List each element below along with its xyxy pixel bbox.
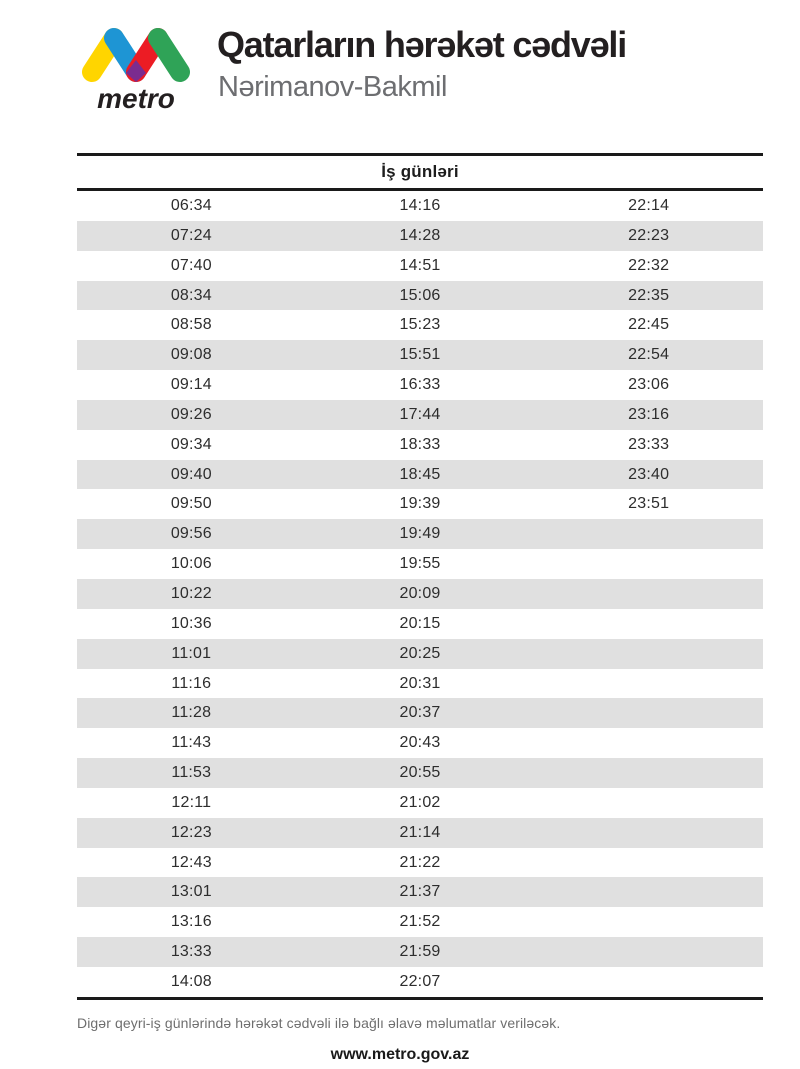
time-cell bbox=[534, 937, 763, 967]
table-row bbox=[77, 400, 763, 430]
table-row bbox=[77, 489, 763, 519]
time-cell: 20:43 bbox=[399, 734, 441, 752]
time-cell bbox=[534, 848, 763, 878]
time-cell: 23:40 bbox=[628, 465, 670, 483]
time-cell: 19:55 bbox=[399, 555, 441, 573]
time-cell: 20:37 bbox=[399, 704, 441, 722]
time-cell bbox=[534, 519, 763, 549]
table-row bbox=[77, 370, 763, 400]
time-cell: 09:56 bbox=[170, 525, 212, 543]
page-title: Qatarların hərəkət cədvəli bbox=[217, 24, 627, 65]
table-row bbox=[77, 877, 763, 907]
time-cell: 20:25 bbox=[399, 644, 441, 662]
time-cell bbox=[534, 669, 763, 699]
time-cell: 12:23 bbox=[170, 823, 212, 841]
time-cell: 21:52 bbox=[399, 913, 441, 931]
time-cell: 10:36 bbox=[170, 614, 212, 632]
time-cell: 09:50 bbox=[170, 495, 212, 513]
table-row bbox=[77, 460, 763, 490]
time-cell: 21:22 bbox=[399, 853, 441, 871]
time-cell: 21:37 bbox=[399, 883, 441, 901]
table-row bbox=[77, 698, 763, 728]
time-cell: 23:16 bbox=[628, 405, 670, 423]
time-cell: 11:53 bbox=[171, 764, 212, 782]
time-cell: 17:44 bbox=[399, 405, 441, 423]
time-cell bbox=[534, 698, 763, 728]
time-cell: 11:28 bbox=[171, 704, 212, 722]
timetable bbox=[77, 153, 763, 1000]
table-row bbox=[77, 191, 763, 221]
time-cell: 19:39 bbox=[399, 495, 441, 513]
time-cell: 16:33 bbox=[399, 376, 441, 394]
time-cell: 15:06 bbox=[399, 286, 441, 304]
logo-wordmark: metro bbox=[97, 83, 175, 114]
table-row bbox=[77, 788, 763, 818]
time-cell: 08:58 bbox=[170, 316, 212, 334]
time-cell: 22:14 bbox=[628, 197, 670, 214]
logo-stroke-green bbox=[158, 38, 180, 72]
time-cell: 12:11 bbox=[171, 793, 212, 811]
footer-note: Digər qeyri-iş günlərində hərəkət cədvəli ilə bağlı əlavə məlumatlar veriləcək. bbox=[77, 1015, 561, 1031]
time-cell: 20:55 bbox=[399, 764, 441, 782]
time-cell: 12:43 bbox=[170, 853, 212, 871]
table-row bbox=[77, 937, 763, 967]
time-cell: 22:23 bbox=[628, 226, 670, 244]
time-cell: 14:51 bbox=[399, 256, 441, 274]
time-cell: 23:33 bbox=[628, 435, 670, 453]
time-cell bbox=[534, 609, 763, 639]
table-row bbox=[77, 609, 763, 639]
time-cell: 09:40 bbox=[170, 465, 212, 483]
route-subtitle: Nərimanov-Bakmil bbox=[218, 71, 447, 103]
time-cell: 15:51 bbox=[399, 346, 441, 364]
table-row bbox=[77, 340, 763, 370]
timetable-body bbox=[77, 191, 763, 997]
table-row bbox=[77, 579, 763, 609]
time-cell: 10:06 bbox=[170, 555, 212, 573]
time-cell: 22:54 bbox=[628, 346, 670, 364]
time-cell bbox=[534, 967, 763, 997]
time-cell: 06:34 bbox=[170, 197, 212, 214]
time-cell: 07:24 bbox=[170, 226, 212, 244]
time-cell: 18:45 bbox=[399, 465, 441, 483]
time-cell: 22:45 bbox=[628, 316, 670, 334]
time-cell: 22:32 bbox=[628, 256, 670, 274]
table-row bbox=[77, 907, 763, 937]
time-cell: 13:16 bbox=[170, 913, 212, 931]
table-row bbox=[77, 519, 763, 549]
table-row bbox=[77, 848, 763, 878]
table-row bbox=[77, 251, 763, 281]
time-cell: 22:07 bbox=[399, 972, 441, 990]
time-cell bbox=[534, 877, 763, 907]
time-cell: 20:31 bbox=[399, 674, 441, 692]
time-cell: 21:59 bbox=[399, 943, 441, 961]
time-cell bbox=[534, 728, 763, 758]
table-row bbox=[77, 758, 763, 788]
time-cell: 19:49 bbox=[399, 525, 441, 543]
time-cell bbox=[534, 788, 763, 818]
time-cell: 11:01 bbox=[171, 644, 212, 662]
table-row bbox=[77, 281, 763, 311]
time-cell bbox=[534, 639, 763, 669]
time-cell: 15:23 bbox=[399, 316, 441, 334]
time-cell: 13:33 bbox=[170, 943, 212, 961]
time-cell: 21:02 bbox=[399, 793, 441, 811]
time-cell: 23:51 bbox=[628, 495, 670, 513]
table-row bbox=[77, 221, 763, 251]
website-url: www.metro.gov.az bbox=[330, 1046, 470, 1063]
time-cell: 14:08 bbox=[170, 972, 212, 990]
table-row bbox=[77, 818, 763, 848]
time-cell: 11:43 bbox=[171, 734, 212, 752]
time-cell: 07:40 bbox=[170, 256, 212, 274]
timetable-header-workdays: İş günləri bbox=[77, 153, 763, 191]
time-cell: 08:34 bbox=[170, 286, 212, 304]
table-row bbox=[77, 728, 763, 758]
time-cell: 23:06 bbox=[628, 376, 670, 394]
time-cell: 09:34 bbox=[170, 435, 212, 453]
time-cell: 21:14 bbox=[399, 823, 441, 841]
time-cell bbox=[534, 579, 763, 609]
time-cell bbox=[534, 818, 763, 848]
time-cell bbox=[534, 549, 763, 579]
table-row bbox=[77, 639, 763, 669]
time-cell: 09:08 bbox=[170, 346, 212, 364]
time-cell: 14:28 bbox=[399, 226, 441, 244]
time-cell bbox=[534, 758, 763, 788]
time-cell: 10:22 bbox=[170, 584, 212, 602]
table-row bbox=[77, 430, 763, 460]
table-row bbox=[77, 967, 763, 997]
time-cell: 20:15 bbox=[399, 614, 441, 632]
time-cell: 11:16 bbox=[171, 674, 212, 692]
metro-logo-icon bbox=[80, 27, 192, 83]
time-cell: 18:33 bbox=[399, 435, 441, 453]
time-cell: 09:14 bbox=[170, 376, 212, 394]
time-cell: 22:35 bbox=[628, 286, 670, 304]
time-cell: 14:16 bbox=[399, 197, 441, 214]
time-cell: 20:09 bbox=[399, 584, 441, 602]
time-cell bbox=[534, 907, 763, 937]
time-cell: 13:01 bbox=[170, 883, 212, 901]
time-cell: 09:26 bbox=[170, 405, 212, 423]
table-row bbox=[77, 669, 763, 699]
table-row bbox=[77, 310, 763, 340]
table-row bbox=[77, 549, 763, 579]
